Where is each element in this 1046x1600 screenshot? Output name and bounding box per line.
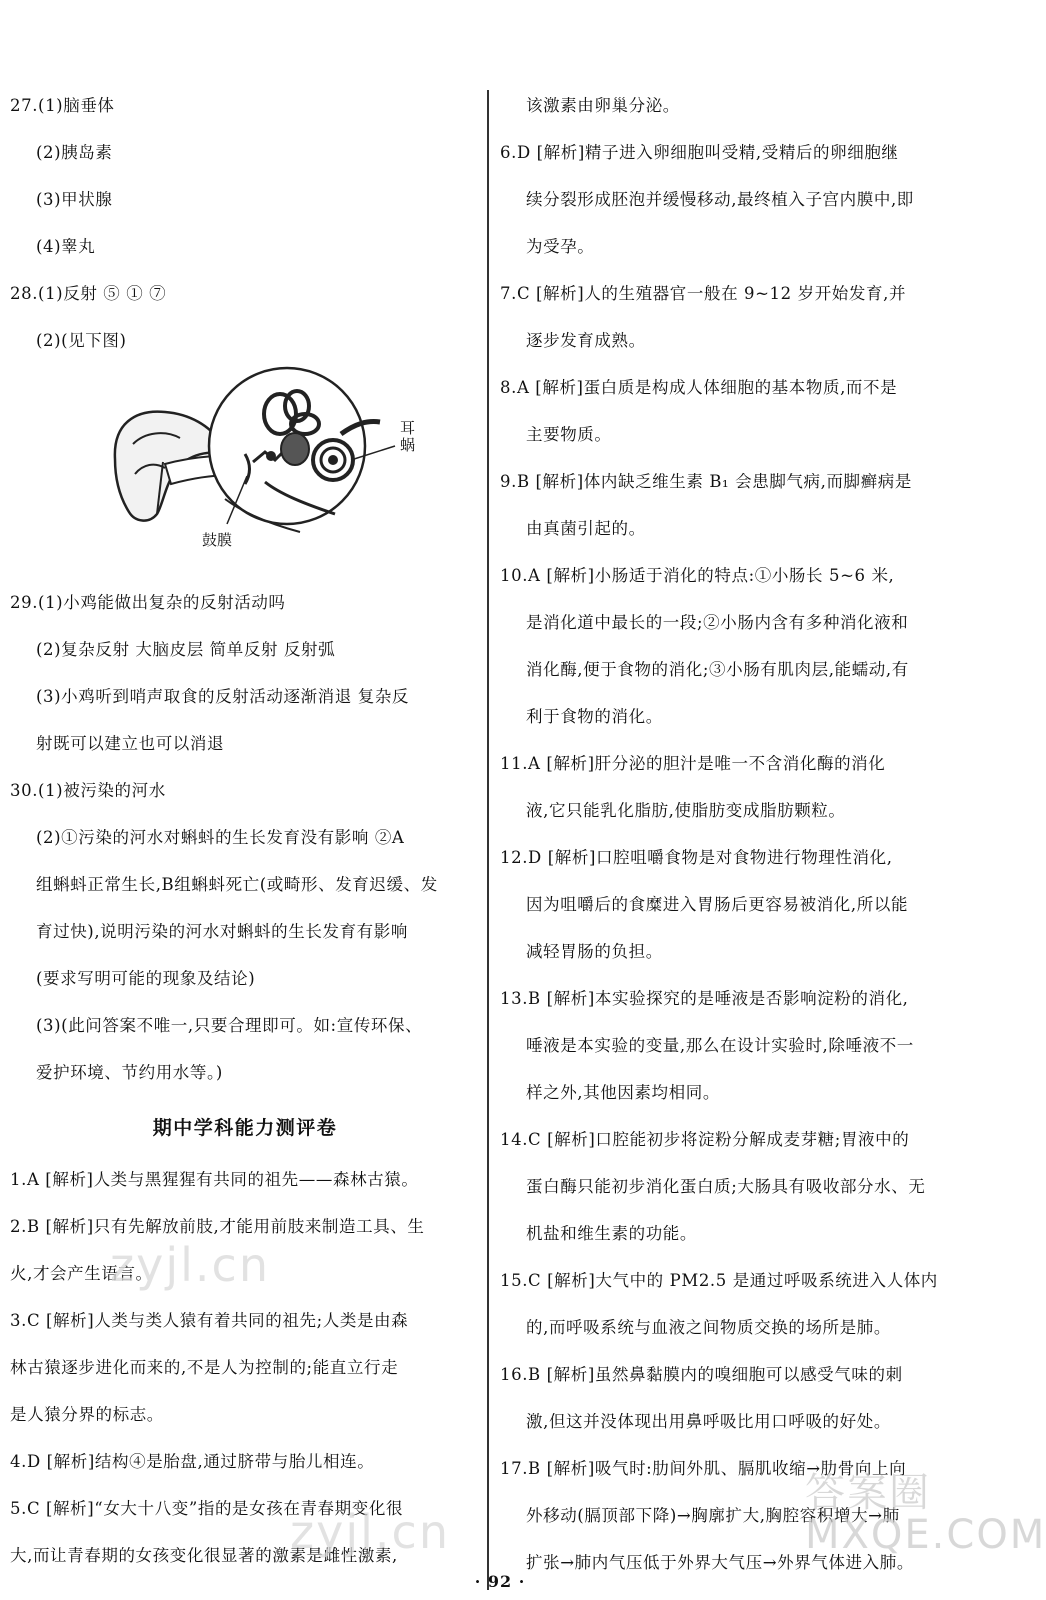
left-column bbox=[10, 82, 480, 1579]
text-line: 林古猿逐步进化而来的,不是人为控制的;能直立行走 bbox=[10, 1358, 399, 1377]
text-line: 5.C [解析]“女大十八变”指的是女孩在青春期变化很 bbox=[10, 1499, 404, 1518]
text-line: 主要物质。 bbox=[526, 425, 612, 444]
text-line: (2)复杂反射 大脑皮层 简单反射 反射弧 bbox=[36, 640, 336, 659]
text-line: (要求写明可能的现象及结论) bbox=[36, 969, 256, 988]
text-line: 由真菌引起的。 bbox=[526, 519, 646, 538]
text-line: 逐步发育成熟。 bbox=[526, 331, 646, 350]
text-line: 该激素由卵巢分泌。 bbox=[526, 96, 680, 115]
text-line: 10.A [解析]小肠适于消化的特点:①小肠长 5~6 米, bbox=[500, 566, 895, 585]
right-column bbox=[500, 82, 980, 1586]
text-line: 激,但这并没体现出用鼻呼吸比用口呼吸的好处。 bbox=[526, 1412, 891, 1431]
text-line: 液,它只能乳化脂肪,使脂肪变成脂肪颗粒。 bbox=[526, 801, 846, 820]
text-line: 28.(1)反射 ⑤ ① ⑦ bbox=[10, 284, 167, 303]
text-line: (4)睾丸 bbox=[36, 237, 96, 256]
text-line: 因为咀嚼后的食糜进入胃肠后更容易被消化,所以能 bbox=[526, 895, 909, 914]
text-line: 16.B [解析]虽然鼻黏膜内的嗅细胞可以感受气味的刺 bbox=[500, 1365, 903, 1384]
text-line: 27.(1)脑垂体 bbox=[10, 96, 115, 115]
text-line: 扩张→肺内气压低于外界大气压→外界气体进入肺。 bbox=[526, 1553, 914, 1572]
text-line: 12.D [解析]口腔咀嚼食物是对食物进行物理性消化, bbox=[500, 848, 893, 867]
text-line: 射既可以建立也可以消退 bbox=[36, 734, 225, 753]
text-line: 30.(1)被污染的河水 bbox=[10, 781, 166, 800]
text-line: 唾液是本实验的变量,那么在设计实验时,除唾液不一 bbox=[526, 1036, 914, 1055]
text-line: (3)(此问答案不唯一,只要合理即可。如:宣传环保、 bbox=[36, 1016, 423, 1035]
text-line: 9.B [解析]体内缺乏维生素 B₁ 会患脚气病,而脚癣病是 bbox=[500, 472, 912, 491]
text-line: 的,而呼吸系统与血液之间物质交换的场所是肺。 bbox=[526, 1318, 891, 1337]
text-line: 17.B [解析]吸气时:肋间外肌、膈肌收缩→肋骨向上向 bbox=[500, 1459, 907, 1478]
text-line: (2)(见下图) bbox=[36, 331, 127, 350]
text-line: 是消化道中最长的一段;②小肠内含有多种消化液和 bbox=[526, 613, 909, 632]
text-line: 为受孕。 bbox=[526, 237, 595, 256]
text-line: 15.C [解析]大气中的 PM2.5 是通过呼吸系统进入人体内 bbox=[500, 1271, 938, 1290]
section-title: 期中学科能力测评卷 bbox=[152, 1117, 338, 1139]
text-line: 14.C [解析]口腔能初步将淀粉分解成麦芽糖;胃液中的 bbox=[500, 1130, 910, 1149]
text-line: 4.D [解析]结构④是胎盘,通过脐带与胎儿相连。 bbox=[10, 1452, 375, 1471]
text-line: 外移动(膈顶部下降)→胸廓扩大,胸腔容积增大→肺 bbox=[526, 1506, 900, 1525]
watermark-zyjl-1: zyjl.cn bbox=[110, 1238, 270, 1292]
text-line: 大,而让青春期的女孩变化很显著的激素是雌性激素, bbox=[10, 1546, 398, 1565]
text-line: 组蝌蚪正常生长,B组蝌蚪死亡(或畸形、发育迟缓、发 bbox=[36, 875, 438, 894]
text-line: (3)小鸡听到哨声取食的反射活动逐渐消退 复杂反 bbox=[36, 687, 410, 706]
text-line: 续分裂形成胚泡并缓慢移动,最终植入子宫内膜中,即 bbox=[526, 190, 914, 209]
ear-figure bbox=[10, 364, 480, 579]
text-line: 机盐和维生素的功能。 bbox=[526, 1224, 697, 1243]
text-line: 消化酶,便于食物的消化;③小肠有肌肉层,能蠕动,有 bbox=[526, 660, 909, 679]
text-line: 29.(1)小鸡能做出复杂的反射活动吗 bbox=[10, 593, 286, 612]
text-line: 6.D [解析]精子进入卵细胞叫受精,受精后的卵细胞继 bbox=[500, 143, 899, 162]
ear-diagram bbox=[105, 364, 405, 569]
text-line: (2)胰岛素 bbox=[36, 143, 113, 162]
text-line: 7.C [解析]人的生殖器官一般在 9~12 岁开始发育,并 bbox=[500, 284, 907, 303]
text-line: 爱护环境、节约用水等。) bbox=[36, 1063, 223, 1082]
eardrum-label: 鼓膜 bbox=[202, 531, 233, 549]
text-line: 8.A [解析]蛋白质是构成人体细胞的基本物质,而不是 bbox=[500, 378, 898, 397]
left-block-b bbox=[10, 579, 480, 1096]
watermark-mxqe-line1: 答案圈 bbox=[805, 1470, 931, 1516]
text-line: 13.B [解析]本实验探究的是唾液是否影响淀粉的消化, bbox=[500, 989, 909, 1008]
cochlea-label: 耳蜗 bbox=[400, 419, 416, 454]
column-divider bbox=[487, 90, 489, 1590]
text-line: (3)甲状腺 bbox=[36, 190, 113, 209]
page-number: · 92 · bbox=[474, 1572, 526, 1591]
watermark-mxqe-line2: MXQE.COM bbox=[805, 1512, 1046, 1558]
text-line: 是人猿分界的标志。 bbox=[10, 1405, 164, 1424]
left-block-a bbox=[10, 82, 480, 364]
watermark-zyjl-2: zyjl.cn bbox=[290, 1505, 450, 1559]
text-line: 减轻胃肠的负担。 bbox=[526, 942, 663, 961]
text-line: 11.A [解析]肝分泌的胆汁是唯一不含消化酶的消化 bbox=[500, 754, 886, 773]
watermark-mxqe bbox=[805, 1472, 1046, 1556]
text-line: 1.A [解析]人类与黑猩猩有共同的祖先——森林古猿。 bbox=[10, 1170, 419, 1189]
text-line: 火,才会产生语言。 bbox=[10, 1264, 153, 1283]
text-line: 利于食物的消化。 bbox=[526, 707, 663, 726]
text-line: 3.C [解析]人类与类人猿有着共同的祖先;人类是由森 bbox=[10, 1311, 409, 1330]
text-line: 样之外,其他因素均相同。 bbox=[526, 1083, 720, 1102]
text-line: 2.B [解析]只有先解放前肢,才能用前肢来制造工具、生 bbox=[10, 1217, 425, 1236]
text-line: 蛋白酶只能初步消化蛋白质;大肠具有吸收部分水、无 bbox=[526, 1177, 926, 1196]
right-block bbox=[500, 82, 980, 1586]
text-line: (2)①污染的河水对蝌蚪的生长发育没有影响 ②A bbox=[36, 828, 405, 847]
text-line: 育过快),说明污染的河水对蝌蚪的生长发育有影响 bbox=[36, 922, 408, 941]
